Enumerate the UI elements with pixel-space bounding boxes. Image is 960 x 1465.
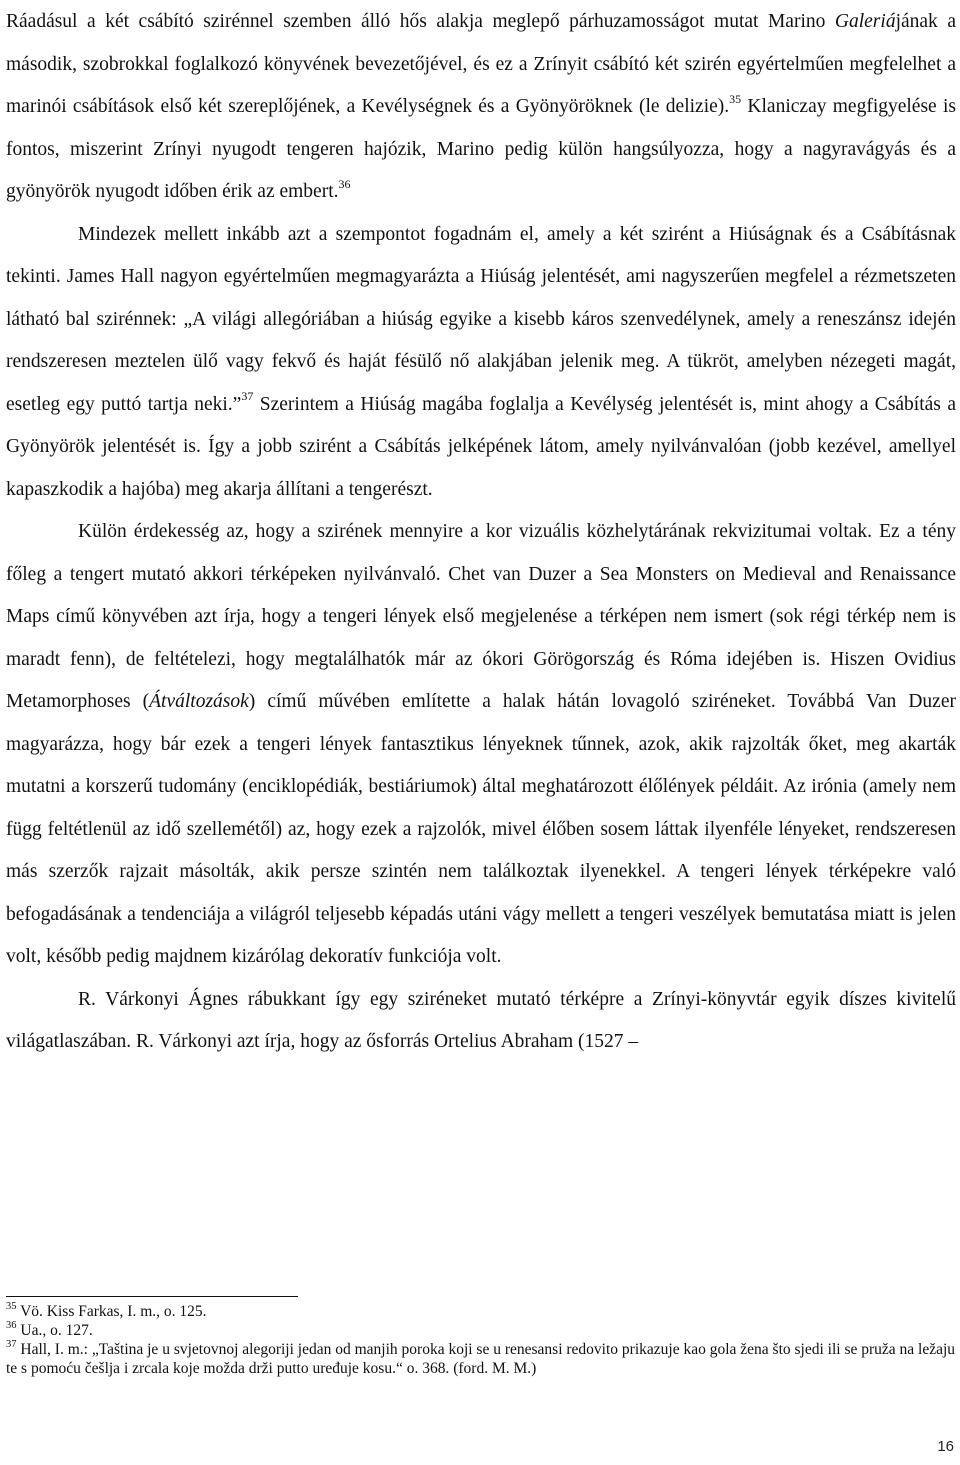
footnote-37: $^{37}$ Hall, I. m.: „Taština je u svjetovnoj alegoriji jedan od manjih poroka koji se u renesansi redovito prikazuje kao gola žena što sjedi ili se pruža na ležaju te s pomoću češlja i zrcala koje možda drži putto uređuje kosu.“ o. 368. (ford. M. M.) <box>6 1338 956 1377</box>
italic-title: Átváltozások <box>149 691 249 712</box>
footnote-36: $^{36}$ Ua., o. 127. <box>6 1319 93 1339</box>
footnote-ref-37: 37 <box>241 389 254 403</box>
footnote-ref-35: 35 <box>729 91 742 106</box>
document-page <box>6 0 956 1377</box>
paragraph-3: Külön érdekesség az, hogy a szirének mennyire a kor vizuális közhelytárának rekvizitumai voltak. Ez a tény főleg a tengert mutató akkori térképeken nyilvánvaló. Chet van Duzer a Sea Monsters on Medieval and Renaissance Maps című könyvében azt írja, hogy a tengeri lények első megjelenése a térképen nem ismert (sok régi térkép nem is maradt fenn), de feltételezi, hogy megtalálhatók már az ókori Görögország és Róma idejében is. Hiszen Ovidius Metamorphoses (Átváltozások) című művében említette a halak hátán lovagoló sziréneket. Továbbá Van Duzer magyarázza, hogy bár ezek a tengeri lények fantasztikus lényeknek tűnnek, azok, akik rajzolták őket, meg akarták mutatni a korszerű tudomány (enciklopédiák, bestiáriumok) által meghatározott élőlények példáit. Az irónia (amely nem függ feltétlenül az idő szellemétől) az, hogy ezek a rajzolók, mivel élőben sosem láttak ilyenféle lényeket, rendszeresen más szerzők rajzait másolták, akik persze szintén nem találkoztak ilyenekkel. A tengeri lények térképekre való befogadásának a tendenciája a világról teljesebb képadás utáni vágy mellett a tengeri veszélyek bemutatása miatt is jelen volt, később pedig majdnem kizárólag dekoratív funkciója volt. <box>6 521 956 967</box>
footnote-35: $^{35}$ Vö. Kiss Farkas, I. m., o. 125. <box>6 1300 207 1320</box>
footnote-separator <box>6 1296 298 1297</box>
paragraph-1: Ráadásul a két csábító szirénnel szemben álló hős alakja meglepő párhuzamosságot mutat Marino Galeriájának a második, szobrokkal foglalkozó könyvének bevezetőjével, és ez a Zrínyit csábító két szirén egyértelműen megfelelhet a marinói csábítások első két szereplőjének, a Kevélységnek és a Gyönyöröknek (le delizie).$^{35}$ Klaniczay megfigyelése is fontos, miszerint Zrínyi nyugodt tengeren hajózik, Marino pedig külön hangsúlyozza, hogy a nagyravágyás és a gyönyörök nyugodt időben érik az embert.$^{36}$ <box>6 11 956 202</box>
italic-title: Galeriá <box>834 11 896 32</box>
main-text <box>6 0 956 1064</box>
footnote-ref-36: 36 <box>338 176 351 191</box>
paragraph-4: R. Várkonyi Ágnes rábukkant így egy sziréneket mutató térképre a Zrínyi-könyvtár egyik díszes kivitelű világatlaszában. R. Várkonyi azt írja, hogy az ősforrás Ortelius Abraham (1527 – <box>6 988 956 1052</box>
footnotes <box>6 1302 956 1378</box>
page-number: 16 <box>937 1438 954 1455</box>
paragraph-2: Mindezek mellett inkább azt a szempontot fogadnám el, amely a két szirént a Hiúságnak és a Csábításnak tekinti. James Hall nagyon egyértelműen megmagyarázta a Hiúság jelentését, ami nagyszerűen megfelel a rézmetszeten látható bal szirénnek: „A világi allegóriában a hiúság egyike a kisebb káros szenvedélynek, amely a reneszánsz idején rendszeresen meztelen ülő vagy fekvő és haját fésülő nő alakjában jelenik meg. A tükröt, amelyben nézegeti magát, esetleg egy puttó tartja neki.”$^{37}$ Szerintem a Hiúság magába foglalja a Kevélység jelentését is, mint ahogy a Csábítás a Gyönyörök jelentését is. Így a jobb szirént a Csábítás jelképének látom, amely nyilvánvalóan (jobb kezével, amellyel kapaszkodik a hajóba) meg akarja állítani a tengerészt. <box>6 223 956 500</box>
